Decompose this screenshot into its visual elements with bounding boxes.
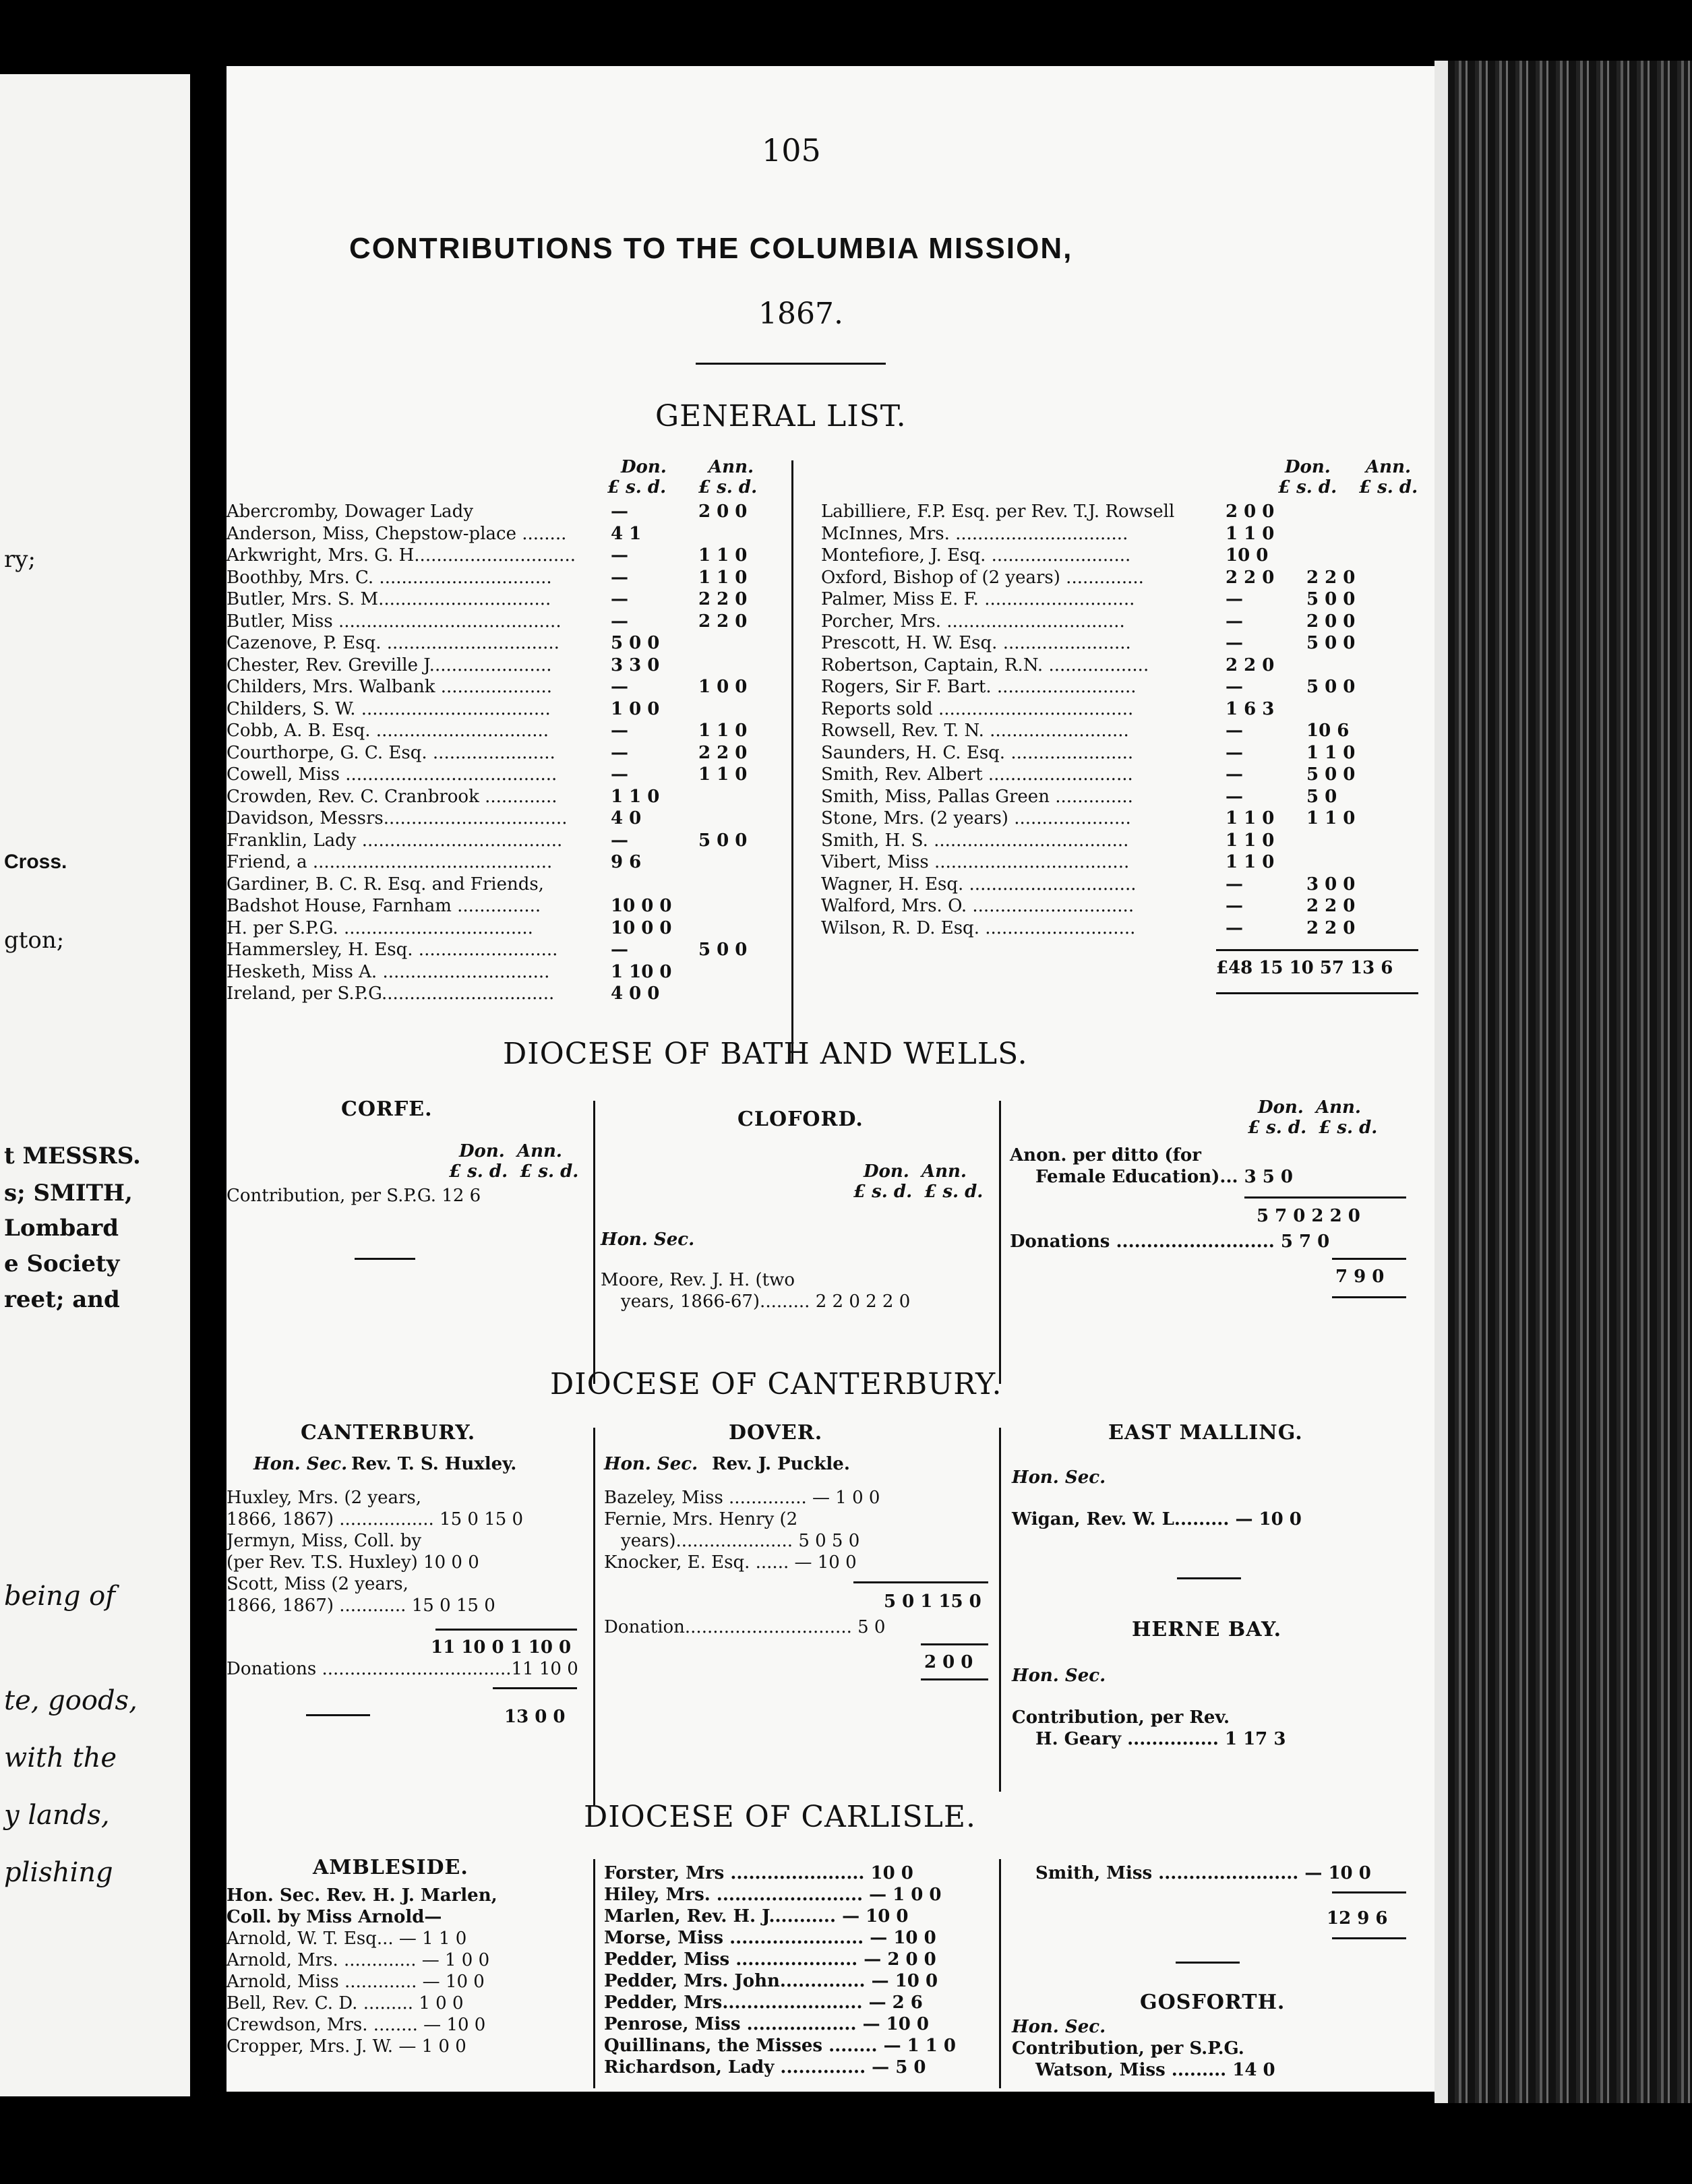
list-item [821, 698, 1428, 721]
entry: Cropper, Mrs. J. W. — 1 0 0 [226, 2036, 466, 2057]
sub-rule [1244, 1196, 1406, 1199]
entry: Fernie, Mrs. Henry (2 [604, 1509, 798, 1529]
sub-rule [1332, 1937, 1406, 1939]
entry: Arnold, Miss ............. — 10 0 [226, 1972, 485, 1992]
margin-text: being of [4, 1581, 116, 1612]
column-divider [593, 1859, 595, 2088]
entry: (per Rev. T.S. Huxley) 10 0 0 [226, 1552, 479, 1573]
total: 2 0 0 [924, 1652, 973, 1672]
donation-amount: 9 6 [611, 852, 642, 872]
donation-amount: — [611, 611, 628, 632]
annual-amount: 5 0 0 [1306, 677, 1356, 697]
donation-amount: — [1226, 589, 1243, 609]
entry: Jermyn, Miss, Coll. by [226, 1531, 422, 1551]
entry: Richardson, Lady .............. — 5 0 [604, 2057, 926, 2077]
entry: years, 1866-67)......... 2 2 0 2 2 0 [621, 1292, 911, 1312]
contributor-name: Oxford, Bishop of (2 years) .............. [821, 567, 1144, 588]
annual-amount: 1 1 0 [698, 545, 748, 566]
contributor-name: McInnes, Mrs. ............................... [821, 523, 1128, 544]
section-heading-general: GENERAL LIST. [655, 399, 907, 433]
annual-amount: 1 0 0 [698, 677, 748, 697]
annual-amount: 5 0 [1306, 786, 1337, 807]
donation-amount: 2 0 0 [1226, 502, 1275, 522]
parish-gosforth: GOSFORTH. [1140, 1991, 1286, 2014]
donation-amount: 1 1 0 [1226, 808, 1275, 828]
entry: Marlen, Rev. H. J........... — 10 0 [604, 1906, 909, 1927]
entry: Arnold, W. T. Esq... — 1 1 0 [226, 1929, 467, 1949]
list-item [821, 786, 1428, 808]
contributor-name: Smith, Rev. Albert .......................... [821, 764, 1133, 785]
entry: years)..................... 5 0 5 0 [621, 1531, 860, 1551]
margin-text: reet; and [4, 1286, 120, 1313]
list-item [821, 632, 1428, 655]
list-item [821, 851, 1428, 874]
contributor-name: Courthorpe, G. C. Esq. ...................... [226, 742, 555, 763]
contributor-name: Wilson, R. D. Esq. ........................... [821, 917, 1136, 938]
short-rule [1176, 1962, 1240, 1964]
col-header: Don. Ann. [1258, 1097, 1361, 1118]
sub-rule [435, 1629, 577, 1631]
page-title: CONTRIBUTIONS TO THE COLUMBIA MISSION, [349, 232, 1073, 265]
list-item [226, 874, 786, 896]
contributor-name: Smith, H. S. ................................... [821, 830, 1129, 851]
page-number: 105 [762, 132, 821, 169]
hon-sec: Hon. Sec. [601, 1230, 695, 1250]
year: 1867. [758, 297, 843, 331]
donation-amount: — [611, 677, 628, 697]
short-rule [355, 1258, 415, 1260]
donation-amount: — [1226, 677, 1243, 697]
contributor-name: Smith, Miss, Pallas Green .............. [821, 786, 1133, 807]
annual-amount: 2 2 0 [698, 611, 748, 632]
donation-amount: — [611, 742, 628, 763]
entry: Morse, Miss ...................... — 10 0 [604, 1928, 936, 1948]
total-rule [1216, 992, 1418, 994]
list-item [821, 720, 1428, 742]
donation-amount: 1 0 0 [611, 698, 660, 719]
list-item [226, 808, 786, 830]
contributor-name: Ireland, per S.P.G............................... [226, 983, 555, 1004]
list-item [821, 523, 1428, 545]
donation-amount: — [1226, 764, 1243, 785]
donation-amount: — [1226, 633, 1243, 653]
contributor-name: Boothby, Mrs. C. ............................... [226, 567, 552, 588]
list-item [226, 655, 786, 677]
contributor-name: Cazenove, P. Esq. ............................... [226, 633, 560, 653]
contributor-name: Hammersley, H. Esq. ......................... [226, 940, 558, 960]
margin-text: t MESSRS. [4, 1143, 141, 1170]
list-item [821, 808, 1428, 830]
list-item [226, 917, 786, 940]
col-header-ann: Ann. [708, 457, 754, 477]
margin-text: gton; [4, 927, 65, 954]
annual-amount: 5 0 0 [698, 830, 748, 851]
list-item [226, 786, 786, 808]
contributor-name: Hesketh, Miss A. .............................. [226, 961, 550, 982]
annual-amount: 2 2 0 [698, 742, 748, 763]
list-item [226, 764, 786, 786]
donation-amount: 4 1 [611, 523, 642, 544]
annual-amount: 2 2 0 [698, 589, 748, 609]
entry: Pedder, Mrs. John.............. — 10 0 [604, 1971, 938, 1991]
general-list-left [226, 501, 786, 1005]
entry: Arnold, Mrs. ............. — 1 0 0 [226, 1950, 490, 1970]
col-units: £ s. d. £ s. d. [449, 1161, 579, 1182]
donation-amount: — [611, 830, 628, 851]
parish-canterbury: CANTERBURY. [301, 1421, 476, 1445]
hon-sec-name: Rev. T. S. Huxley. [351, 1454, 517, 1474]
contributor-name: Reports sold ................................... [821, 698, 1134, 719]
entry: Huxley, Mrs. (2 years, [226, 1488, 422, 1508]
donation-amount: — [611, 589, 628, 609]
sub-rule [921, 1678, 988, 1680]
column-divider [999, 1101, 1001, 1384]
donation-amount: — [611, 764, 628, 785]
contributor-name: Butler, Miss ........................................ [226, 611, 562, 632]
annual-amount: 5 0 0 [1306, 764, 1356, 785]
hon-sec: Hon. Sec. [604, 1454, 698, 1474]
facing-page [0, 74, 190, 2096]
entry: Wigan, Rev. W. L......... — 10 0 [1012, 1509, 1302, 1529]
contributor-name: Stone, Mrs. (2 years) ..................... [821, 808, 1131, 828]
annual-amount: 5 0 0 [1306, 633, 1356, 653]
entry: Smith, Miss ....................... — 10 0 [1035, 1863, 1371, 1883]
contributor-name: Wagner, H. Esq. .............................. [821, 874, 1137, 894]
annual-amount: 1 1 0 [698, 567, 748, 588]
donations-line: Donations ..................................11 10 0 [226, 1659, 578, 1679]
entry: Crewdson, Mrs. ........ — 10 0 [226, 2015, 486, 2035]
entry: Contribution, per Rev. [1012, 1707, 1230, 1728]
subtotal: 11 10 0 1 10 0 [431, 1637, 572, 1658]
list-item [821, 611, 1428, 633]
annual-amount: 1 1 0 [698, 721, 748, 741]
donation-amount: — [1226, 721, 1243, 741]
margin-text: s; SMITH, [4, 1180, 133, 1207]
margin-text: y lands, [4, 1800, 110, 1831]
list-item [821, 874, 1428, 896]
list-item [226, 961, 786, 983]
donation-amount: 10 0 0 [611, 917, 672, 938]
total: 13 0 0 [504, 1707, 566, 1727]
contributor-name: Childers, Mrs. Walbank .................... [226, 677, 553, 697]
parish-cloford: CLOFORD. [737, 1108, 864, 1131]
parish-herne-bay: HERNE BAY. [1132, 1618, 1282, 1641]
subtotal: 5 7 0 2 2 0 [1257, 1206, 1360, 1226]
entry: Contribution, per S.P.G. [1012, 2038, 1244, 2059]
list-item [226, 720, 786, 742]
col-units-ann: £ s. d. [1359, 477, 1418, 497]
donation-amount: 1 10 0 [611, 961, 672, 982]
contributor-name: Gardiner, B. C. R. Esq. and Friends, [226, 874, 544, 894]
donation-amount: 4 0 0 [611, 983, 660, 1004]
hon-sec: Hon. Sec. Rev. H. J. Marlen, [226, 1885, 497, 1906]
hon-sec: Hon. Sec. [1012, 2017, 1106, 2037]
annual-amount: 5 0 0 [698, 940, 748, 960]
donation-amount: 2 2 0 [1226, 567, 1275, 588]
donation-amount: 1 1 0 [1226, 852, 1275, 872]
donation-amount: 1 1 0 [1226, 830, 1275, 851]
list-item [821, 545, 1428, 567]
donations-line: Donation.............................. 5 0 [604, 1617, 886, 1637]
donation-amount: 1 6 3 [1226, 698, 1275, 719]
list-item [821, 830, 1428, 852]
contributor-name: Abercromby, Dowager Lady [226, 502, 474, 522]
list-item [821, 742, 1428, 764]
col-units: £ s. d. £ s. d. [1248, 1118, 1378, 1138]
entry: Scott, Miss (2 years, [226, 1574, 409, 1594]
contributor-name: Davidson, Messrs................................. [226, 808, 568, 828]
total: 7 9 0 [1335, 1267, 1385, 1287]
contributor-name: Montefiore, J. Esq. ......................... [821, 545, 1131, 566]
donations-line: Donations .......................... 5 7 0 [1010, 1232, 1330, 1252]
list-item [226, 830, 786, 852]
contributor-name: Saunders, H. C. Esq. ...................... [821, 742, 1134, 763]
book-edge [1434, 61, 1692, 2103]
contributor-name: H. per S.P.G. .................................. [226, 917, 533, 938]
contributor-name: Rogers, Sir F. Bart. ......................... [821, 677, 1137, 697]
donation-amount: — [611, 567, 628, 588]
entry: Bell, Rev. C. D. ......... 1 0 0 [226, 1993, 464, 2013]
donation-amount: — [611, 545, 628, 566]
donation-amount: — [611, 721, 628, 741]
annual-amount: 10 6 [1306, 721, 1350, 741]
col-units-ann: £ s. d. [698, 477, 758, 497]
entry: Forster, Mrs ...................... 10 0 [604, 1863, 913, 1883]
annual-amount: 2 0 0 [1306, 611, 1356, 632]
list-item [226, 611, 786, 633]
entry: Pedder, Miss .................... — 2 0 0 [604, 1949, 936, 1970]
margin-text: e Society [4, 1250, 120, 1277]
col-header-ann: Ann. [1366, 457, 1412, 477]
annual-amount: 5 0 0 [1306, 589, 1356, 609]
list-item [226, 632, 786, 655]
parish-east-malling: EAST MALLING. [1108, 1421, 1303, 1445]
entry: Watson, Miss ......... 14 0 [1035, 2060, 1275, 2080]
donation-amount: — [1226, 874, 1243, 894]
short-rule [306, 1714, 370, 1716]
entry: 1866, 1867) ............ 15 0 15 0 [226, 1596, 495, 1616]
contributor-name: Labilliere, F.P. Esq. per Rev. T.J. Rowsell [821, 502, 1175, 522]
column-divider [999, 1428, 1001, 1792]
margin-text: plishing [4, 1857, 113, 1888]
hon-sec-name: Rev. J. Puckle. [712, 1454, 850, 1474]
donation-amount: 1 1 0 [611, 786, 660, 807]
section-heading-carlisle: DIOCESE OF CARLISLE. [584, 1800, 976, 1834]
contributor-name: Franklin, Lady .................................... [226, 830, 563, 851]
donation-amount: 3 3 0 [611, 655, 660, 675]
donation-amount: 5 0 0 [611, 633, 660, 653]
list-item [226, 676, 786, 698]
annual-amount: 2 2 0 [1306, 896, 1356, 916]
total: 12 9 6 [1327, 1908, 1388, 1929]
entry: 1866, 1867) ................. 15 0 15 0 [226, 1509, 524, 1529]
list-item [821, 588, 1428, 611]
list-item [821, 764, 1428, 786]
general-list-right [821, 501, 1428, 939]
annual-amount: 2 2 0 [1306, 917, 1356, 938]
sub-rule [1332, 1891, 1406, 1893]
sub-rule [853, 1581, 988, 1583]
annual-amount: 1 1 0 [1306, 742, 1356, 763]
entry: Knocker, E. Esq. ...... — 10 0 [604, 1552, 857, 1573]
column-divider [593, 1428, 595, 1805]
total-rule [1216, 949, 1418, 951]
contributor-name: Anderson, Miss, Chepstow-place ........ [226, 523, 567, 544]
entry: Moore, Rev. J. H. (two [601, 1270, 795, 1290]
sub-rule [921, 1643, 988, 1645]
col-units-don: £ s. d. [607, 477, 667, 497]
hon-sec: Hon. Sec. [1012, 1666, 1106, 1686]
contributor-name: Butler, Mrs. S. M............................... [226, 589, 551, 609]
entry: Female Education)... 3 5 0 [1035, 1167, 1294, 1187]
contributor-name: Chester, Rev. Greville J...................... [226, 655, 552, 675]
list-item [821, 917, 1428, 940]
list-item [226, 939, 786, 961]
donation-amount: — [1226, 917, 1243, 938]
col-header-don: Don. [621, 457, 667, 477]
sub-rule [1332, 1258, 1406, 1260]
donation-amount: — [1226, 896, 1243, 916]
list-item [821, 567, 1428, 589]
col-header: Don. Ann. [459, 1141, 562, 1161]
hon-sec: Hon. Sec. [253, 1454, 348, 1474]
contributor-name: Crowden, Rev. C. Cranbrook ............. [226, 786, 557, 807]
sub-rule [1332, 1296, 1406, 1298]
divider [696, 363, 886, 365]
column-divider [999, 1859, 1001, 2088]
list-item [226, 851, 786, 874]
contributor-name: Cobb, A. B. Esq. ............................... [226, 721, 549, 741]
annual-amount: 1 1 0 [1306, 808, 1356, 828]
list-item [821, 895, 1428, 917]
parish-ambleside: AMBLESIDE. [313, 1856, 469, 1879]
list-item [821, 501, 1428, 523]
parish-dover: DOVER. [729, 1421, 823, 1445]
contributor-name: Badshot House, Farnham ............... [226, 896, 541, 916]
document-page [226, 66, 1434, 2092]
margin-text: Lombard [4, 1215, 119, 1242]
list-item [226, 567, 786, 589]
col-header-don: Don. [1285, 457, 1331, 477]
col-units: £ s. d. £ s. d. [853, 1182, 984, 1202]
margin-text: Cross. [4, 851, 67, 873]
list-item [226, 742, 786, 764]
entry: Quillinans, the Misses ........ — 1 1 0 [604, 2036, 957, 2056]
donation-amount: 10 0 [1226, 545, 1269, 566]
contributor-name: Porcher, Mrs. ................................ [821, 611, 1125, 632]
list-item [821, 655, 1428, 677]
page-edge [1434, 61, 1448, 2103]
parish-corfe: CORFE. [341, 1097, 433, 1121]
donation-amount: — [611, 940, 628, 960]
donation-amount: 2 2 0 [1226, 655, 1275, 675]
section-heading-canterbury: DIOCESE OF CANTERBURY. [550, 1367, 1002, 1401]
entry: H. Geary ............... 1 17 3 [1035, 1729, 1286, 1749]
margin-text: with the [4, 1742, 117, 1773]
margin-text: te, goods, [4, 1685, 138, 1716]
list-item [821, 676, 1428, 698]
donation-amount: — [1226, 742, 1243, 763]
annual-amount: 2 0 0 [698, 502, 748, 522]
entry: Anon. per ditto (for [1010, 1145, 1201, 1165]
list-item [226, 523, 786, 545]
entry: Penrose, Miss .................. — 10 0 [604, 2014, 929, 2034]
annual-amount: 2 2 0 [1306, 567, 1356, 588]
contributor-name: Vibert, Miss ................................... [821, 852, 1130, 872]
list-item [226, 501, 786, 523]
contributor-name: Robertson, Captain, R.N. .................. [821, 655, 1149, 675]
list-item [226, 588, 786, 611]
contributor-name: Childers, S. W. .................................. [226, 698, 551, 719]
contributor-name: Friend, a ........................................... [226, 852, 553, 872]
list-item [226, 698, 786, 721]
col-header: Don. Ann. [864, 1161, 967, 1182]
donation-amount: — [1226, 611, 1243, 632]
donation-amount: 1 1 0 [1226, 523, 1275, 544]
entry: Hiley, Mrs. ........................ — 1 0 0 [604, 1885, 942, 1905]
donation-amount: — [1226, 786, 1243, 807]
annual-amount: 1 1 0 [698, 764, 748, 785]
contributor-name: Cowell, Miss ...................................... [226, 764, 557, 785]
contributor-name: Walford, Mrs. O. ............................. [821, 896, 1135, 916]
contributor-name: Palmer, Miss E. F. ........................... [821, 589, 1135, 609]
subtotal: 5 0 1 15 0 [884, 1591, 981, 1612]
list-item [226, 895, 786, 917]
contributor-name: Rowsell, Rev. T. N. ......................... [821, 721, 1129, 741]
col-units-don: £ s. d. [1278, 477, 1337, 497]
contributor-name: Prescott, H. W. Esq. ....................... [821, 633, 1131, 653]
collector: Coll. by Miss Arnold— [226, 1907, 442, 1927]
entry: Contribution, per S.P.G. 12 6 [226, 1186, 481, 1206]
section-heading-bath-wells: DIOCESE OF BATH AND WELLS. [503, 1037, 1028, 1071]
list-item [226, 545, 786, 567]
entry: Bazeley, Miss .............. — 1 0 0 [604, 1488, 880, 1508]
column-divider [791, 460, 793, 1064]
short-rule [1177, 1577, 1241, 1579]
donation-amount: — [611, 502, 628, 522]
donation-amount: 4 0 [611, 808, 642, 828]
list-item [226, 983, 786, 1005]
sub-rule [493, 1687, 577, 1689]
entry: Pedder, Mrs....................... — 2 6 [604, 1993, 923, 2013]
contributor-name: Arkwright, Mrs. G. H............................. [226, 545, 576, 566]
column-divider [593, 1101, 595, 1384]
donation-amount: 10 0 0 [611, 896, 672, 916]
margin-text: ry; [4, 546, 36, 573]
annual-amount: 3 0 0 [1306, 874, 1356, 894]
general-total: £48 15 10 57 13 6 [1216, 958, 1393, 978]
hon-sec: Hon. Sec. [1012, 1467, 1106, 1488]
